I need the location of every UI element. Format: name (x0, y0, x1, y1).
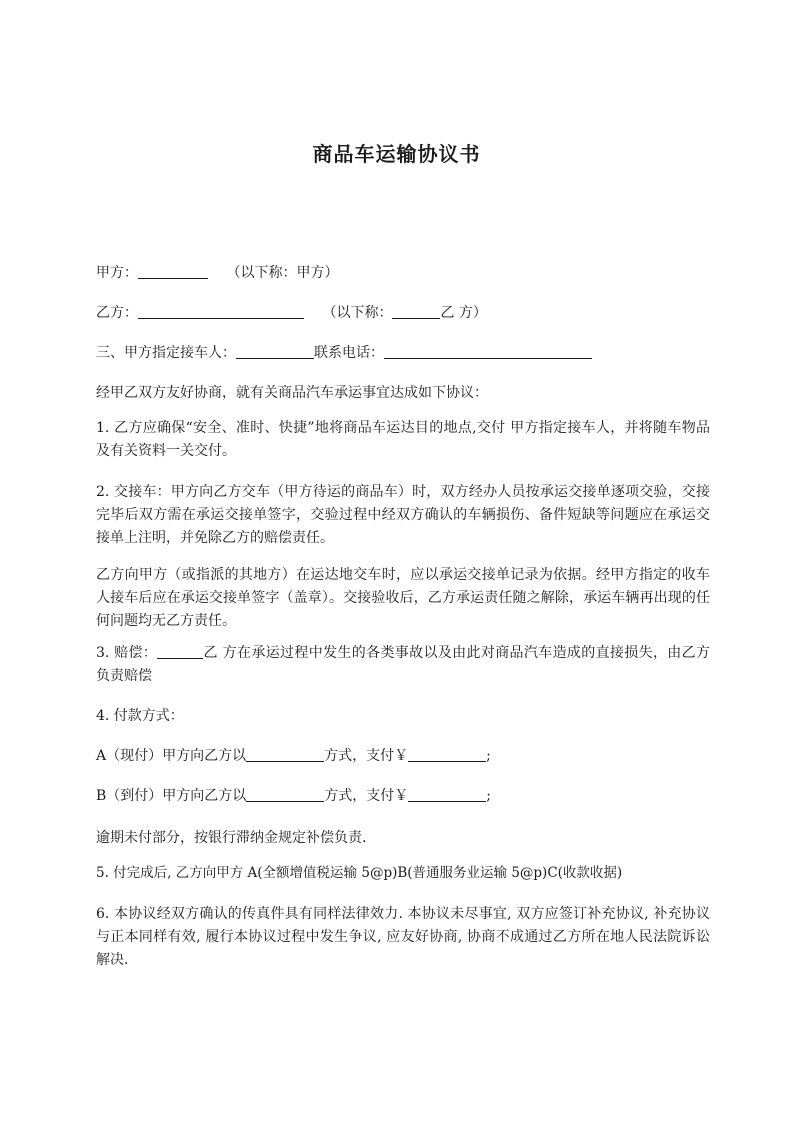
payment-a-line (96, 745, 491, 767)
clause-6: 6. 本协议经双方确认的传真件具有同样法律效力. 本协议未尽事宜, 双方应签订补充协议, 补充协议与正本同样有效, 履行本协议过程中发生争议, 应友好协商, 协商不成通过乙方所在地人民法院诉讼解决. (96, 906, 710, 968)
party-a-blank (138, 264, 208, 279)
intro-text: 经甲乙双方友好协商，就有关商品汽车承运事宜达成如下协议： (96, 385, 488, 401)
receiver-line (96, 342, 592, 364)
phone-label: 联系电话： (314, 345, 384, 361)
clause-3 (96, 642, 710, 688)
payment-a-method-blank (246, 747, 324, 762)
clause-3-blank (157, 644, 203, 659)
party-a-label: 甲方： (96, 265, 138, 281)
clause-4: 4. 付款方式： (96, 708, 184, 724)
receiver-blank (236, 344, 314, 359)
party-b-label: 乙方： (96, 305, 138, 321)
clause-2-continued: 乙方向甲方（或指派的其地方）在运达地交车时，应以承运交接单记录为依据。经甲方指定的收车人接车后应在承运交接单签字（盖章）。交接验收后，乙方承运责任随之解除，承运车辆再出现的任何问题均无乙方责任。 (96, 567, 710, 629)
clause-3-text: 乙 方在承运过程中发生的各类事故以及由此对商品汽车造成的直接损失，由乙方负责赔偿 (96, 645, 710, 684)
payment-a-mid: 方式，支付￥ (324, 748, 409, 764)
party-b-note-prefix: （以下称： (322, 305, 393, 321)
payment-b-line (96, 785, 491, 807)
payment-b-end: ; (486, 788, 492, 804)
payment-b-amount-blank (408, 787, 486, 802)
party-b-line (96, 302, 487, 324)
party-b-note-suffix: 乙 方） (440, 305, 487, 321)
payment-b-method-blank (246, 787, 324, 802)
receiver-label: 三、甲方指定接车人： (96, 345, 236, 361)
overdue-text: 逾期未付部分，按银行滞纳金规定补偿负责. (96, 830, 367, 846)
party-b-alias-blank (392, 304, 440, 319)
payment-a-amount-blank (408, 747, 486, 762)
clause-3-prefix: 3. 赔偿： (96, 645, 158, 661)
document-title: 商品车运输协议书 (312, 142, 481, 166)
party-a-note: （以下称：甲方） (226, 265, 339, 281)
party-a-line (96, 262, 338, 284)
payment-a-end: ; (486, 748, 491, 764)
clause-2: 2. 交接车：甲方向乙方交车（甲方待运的商品车）时，双方经办人员按承运交接单逐项交验，交接完毕后双方需在承运交接单签字，交验过程中经双方确认的车辆损伤、备件短缺等问题应在承运交接单上注明，并免除乙方的赔偿责任。 (96, 484, 710, 546)
payment-b-prefix: B（到付）甲方向乙方以 (96, 788, 247, 804)
phone-blank (384, 344, 592, 359)
payment-b-mid: 方式，支付￥ (324, 788, 409, 804)
party-b-blank (138, 304, 304, 319)
clause-1: 1. 乙方应确保“安全、准时、快捷”地将商品车运达目的地点,交付 甲方指定接车人，并将随车物品及有关资料一关交付。 (96, 420, 710, 459)
payment-a-prefix: A（现付）甲方向乙方以 (96, 748, 247, 764)
clause-5: 5. 付完成后, 乙方向甲方 A(全额增值税运输 5@p)B(普通服务业运输 5@p)C(收款收据) (96, 865, 623, 881)
